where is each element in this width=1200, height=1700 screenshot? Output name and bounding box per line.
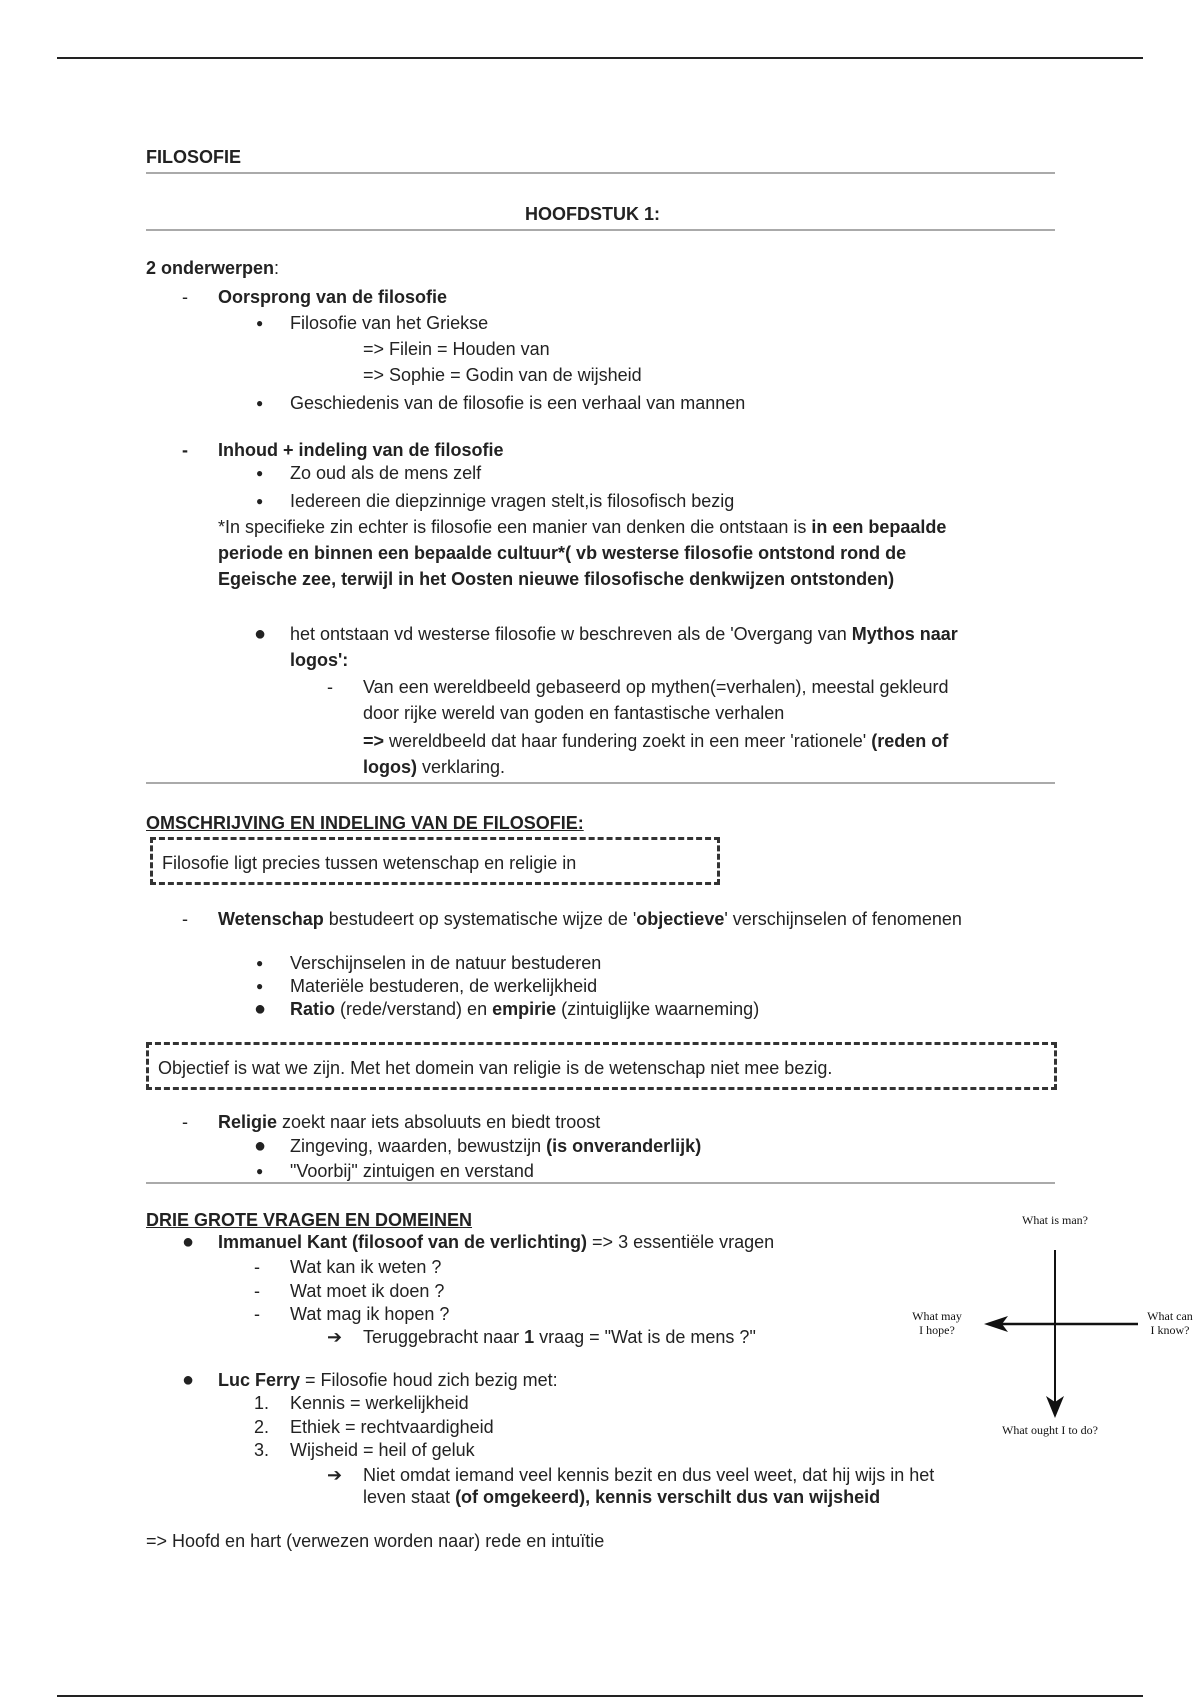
left-line-2: I hope? [919,1323,955,1337]
sub-line-1: Van een wereldbeeld gebaseerd op mythen(=verhalen), meestal gekleurd [363,677,949,697]
dash-marker: - [254,1257,260,1277]
bullet-marker: ● [182,1231,195,1253]
sub-line-2: door rijke wereld van goden en fantastische verhalen [363,703,785,723]
ferry-line [218,1369,558,1391]
zingeving-bold: (is onveranderlijk) [546,1136,702,1156]
bullet-marker: ● [182,1369,195,1391]
bottom-rule [57,1695,1143,1697]
wetenschap-plain-2: ' verschijnselen of fenomenen [724,909,962,929]
arrow-sophie: => Sophie = Godin van de wijsheid [363,365,642,385]
bullet-marker: ● [254,623,267,645]
dash-marker: - [254,1281,260,1301]
bullet-marker: ● [256,396,264,410]
dashed-box-1 [150,837,720,885]
intro-line [146,257,279,279]
bullet-mythos-line-2: logos': [290,650,349,670]
box1-text: Filosofie ligt precies tussen wetenschap en religie in [162,853,577,873]
sub-line-3 [363,730,948,752]
dash-marker: - [182,287,188,307]
bullet-old: Zo oud als de mens zelf [290,463,482,483]
mythos-plain: het ontstaan vd westerse filosofie w beschreven als de 'Overgang van [290,624,852,644]
wisdom-line-2 [363,1486,880,1508]
bullet-greek: Filosofie van het Griekse [290,313,489,333]
diagram-label-right [1140,1309,1200,1337]
objectieve-bold: objectieve [636,909,725,929]
sub-logos: logos) [363,757,417,777]
reduce-question: vraag = "Wat is de mens ?" [534,1327,756,1347]
intro-bold: 2 onderwerpen [146,258,275,278]
wisdom-bold: (of omgekeerd), kennis verschilt dus van wijsheid [455,1487,881,1507]
religie-line [218,1111,600,1133]
section-heading-omschrijving: OMSCHRIJVING EN INDELING VAN DE FILOSOFIE: [146,813,584,833]
section2-rule [146,1182,1055,1184]
dash-marker: - [182,440,188,460]
wetenschap-plain: bestudeert op systematische wijze de ' [323,909,637,929]
ratio-bold: Ratio [290,999,335,1019]
sub-verklaring: verklaring. [417,757,506,777]
note-line-1 [218,516,946,538]
document-title: FILOSOFIE [146,147,242,167]
religie-bold: Religie [218,1112,278,1132]
ferry-bold: Luc Ferry [218,1370,301,1390]
right-line-1: What can [1147,1309,1193,1323]
wetenschap-bold: Wetenschap [218,909,324,929]
section-heading-vragen: DRIE GROTE VRAGEN EN DOMEINEN [146,1210,473,1230]
mythos-bold: Mythos naar [851,624,958,644]
reduce-plain: Teruggebracht naar [363,1327,525,1347]
ferry-plain: = Filosofie houd zich bezig met: [300,1370,558,1390]
note-line-2: periode en binnen een bepaalde cultuur*( vb westerse filosofie ontstond rond de [218,543,907,563]
arrow-icon: ➔ [327,1465,343,1485]
wetenschap-line [218,908,962,930]
question-do: Wat moet ik doen ? [290,1281,445,1301]
wisdom-line-1: Niet omdat iemand veel kennis bezit en dus veel weet, dat hij wijs in het [363,1465,935,1485]
dashed-box-2 [146,1042,1057,1090]
intro-rest: : [274,258,280,278]
item-ethiek: Ethiek = rechtvaardigheid [290,1417,494,1437]
sub-plain: wereldbeeld dat haar fundering zoekt in een meer 'rationele' [384,731,872,751]
dash-marker: - [254,1304,260,1324]
right-line-2: I know? [1150,1323,1190,1337]
bullet-marker: ● [256,466,264,480]
diagram-label-top: What is man? [1022,1213,1088,1227]
diagram-label-left [900,1309,974,1337]
kant-bold: Immanuel Kant (filosoof van de verlichting) [218,1232,588,1252]
dash-marker: - [182,1112,188,1132]
left-line-1: What may [912,1309,962,1323]
religie-plain: zoekt naar iets absoluuts en biedt troost [277,1112,601,1132]
chapter-rule [146,229,1055,231]
ratio-plain: (rede/verstand) en [335,999,493,1019]
topic-origin: Oorsprong van de filosofie [218,287,448,307]
reduce-one: 1 [524,1327,535,1347]
bullet-mythos-line-1 [290,623,958,645]
chapter-heading: HOOFDSTUK 1: [525,204,660,224]
top-rule [57,57,1143,59]
list-number: 1. [254,1393,270,1413]
question-hope: Wat mag ik hopen ? [290,1304,450,1324]
item-wijsheid: Wijsheid = heil of geluk [290,1440,475,1460]
item-kennis: Kennis = werkelijkheid [290,1393,469,1413]
bullet-voorbij: "Voorbij" zintuigen en verstand [290,1161,534,1181]
bullet-marker: ● [256,316,264,330]
dash-marker: - [327,677,333,697]
list-number: 2. [254,1417,270,1437]
bullet-nature: Verschijnselen in de natuur bestuderen [290,953,602,973]
bullet-marker: ● [256,979,264,993]
title-rule [146,172,1055,174]
box2-text: Objectief is wat we zijn. Met het domein van religie is de wetenschap niet mee bezig. [158,1058,833,1078]
list-number: 3. [254,1440,270,1460]
sub-line-4 [363,756,505,778]
bullet-ratio [290,998,759,1020]
sub-bold: (reden of [871,731,949,751]
note-bold: in een bepaalde [811,517,947,537]
bullet-material: Materiële bestuderen, de werkelijkheid [290,976,598,996]
sub-arrow: => [363,731,385,751]
kant-line [218,1231,774,1253]
note-plain: *In specifieke zin echter is filosofie een manier van denken die ontstaan is [218,517,812,537]
wisdom-plain: leven staat [363,1487,456,1507]
empirie-plain: (zintuiglijke waarneming) [556,999,760,1019]
bullet-zingeving [290,1135,701,1157]
bullet-marker: ● [254,998,267,1020]
question-know: Wat kan ik weten ? [290,1257,442,1277]
closing-line: => Hoofd en hart (verwezen worden naar) rede en intuïtie [146,1531,605,1551]
bullet-marker: ● [256,494,264,508]
empirie-bold: empirie [492,999,557,1019]
diagram-label-bottom: What ought I to do? [1002,1423,1098,1437]
kant-plain: => 3 essentiële vragen [587,1232,775,1252]
note-line-3: Egeische zee, terwijl in het Oosten nieuwe filosofische denkwijzen ontstonden) [218,569,895,589]
bullet-history: Geschiedenis van de filosofie is een verhaal van mannen [290,393,746,413]
arrow-filein: => Filein = Houden van [363,339,550,359]
bullet-marker: ● [256,1164,264,1178]
dash-marker: - [182,909,188,929]
reduce-line [363,1326,756,1348]
zingeving-plain: Zingeving, waarden, bewustzijn [290,1136,547,1156]
bullet-marker: ● [256,956,264,970]
topic-content: Inhoud + indeling van de filosofie [218,440,504,460]
section1-rule [146,782,1055,784]
arrow-icon: ➔ [327,1327,343,1347]
bullet-everyone: Iedereen die diepzinnige vragen stelt,is filosofisch bezig [290,491,735,511]
bullet-marker: ● [254,1135,267,1157]
